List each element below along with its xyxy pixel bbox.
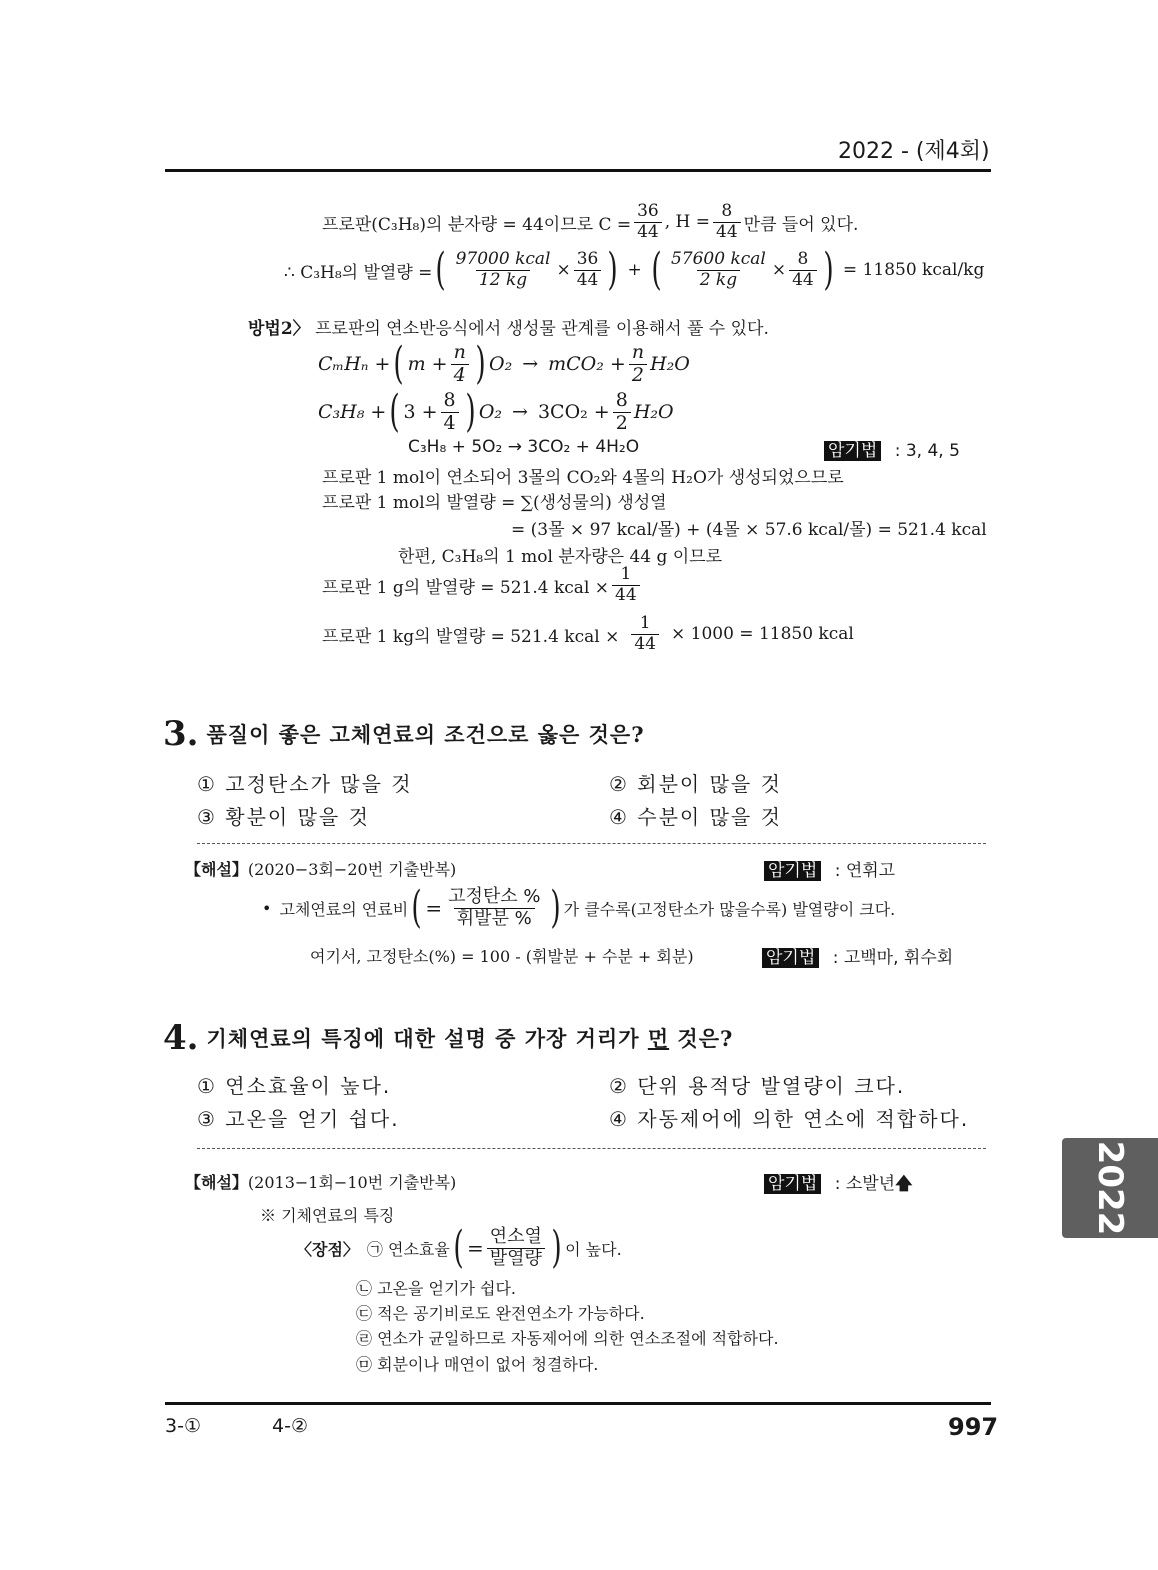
question-number: 4.: [163, 1018, 199, 1058]
answer-4: 4-②: [272, 1415, 308, 1437]
method2-intro: [248, 314, 769, 339]
q3-mnemonic-2: 암기법 : 고백마, 휘수회: [762, 943, 953, 968]
explain-label: 【해설】: [185, 1173, 248, 1192]
choice-2[interactable]: ② 단위 용적당 발열량이 크다.: [609, 1074, 906, 1098]
fraction: $\frac{\text{연소열}}{\text{발열량}}$: [487, 1228, 545, 1269]
q3-explain-header: [185, 857, 456, 880]
method2-line-heat: 프로판 1 mol의 발열량 = ∑(생성물의) 생성열: [322, 493, 667, 513]
fraction: $\frac{8}{44}$: [713, 203, 741, 242]
fraction: $\frac{8}{44}$: [789, 251, 817, 290]
q4-explain-header: [185, 1170, 456, 1193]
method2-intro-text: 프로판의 연소반응식에서 생성물 관계를 이용해서 풀 수 있다.: [315, 319, 769, 339]
mnemonic-badge: 암기법: [764, 861, 821, 881]
mnemonic-345: 암기법 : 3, 4, 5: [824, 436, 960, 461]
fraction: $\frac{1}{44}$: [631, 615, 659, 654]
choice-3[interactable]: ③ 황분이 많을 것: [197, 805, 370, 829]
header-title: 2022 - (제4회): [838, 139, 990, 164]
advantage-label: 〈장점〉: [296, 1239, 359, 1259]
question-number: 3.: [163, 714, 199, 754]
advantage-item: ㉤ 회분이나 매연이 없어 청결하다.: [356, 1355, 599, 1374]
header-rule: [165, 169, 991, 172]
choice-4[interactable]: ④ 자동제어에 의한 연소에 적합하다.: [609, 1107, 970, 1131]
fraction: $\frac{\text{97000 kcal}}{12 kg}$: [455, 248, 551, 290]
fraction: $\frac{36}{44}$: [634, 203, 662, 242]
q4-advantage-1: 〈장점〉 ㉠ 연소효율 ( = $\frac{\text{연소열}}{\text{발열량}}$ ) 이 높다.: [296, 1222, 622, 1273]
explain-source: (2013−1회−10번 기출반복): [247, 1173, 457, 1192]
explain-label: 【해설】: [185, 860, 248, 879]
choice-2[interactable]: ② 회분이 많을 것: [609, 772, 782, 796]
question-text: 기체연료의 특징에 대한 설명 중 가장 거리가 먼 것은?: [206, 1026, 734, 1051]
paren-open: (: [435, 244, 447, 295]
paren-close: ): [823, 244, 834, 295]
explain-source: (2020−3회−20번 기출반복): [247, 860, 457, 879]
q4-mnemonic: 암기법 : 소발년🡅: [764, 1169, 913, 1200]
method1-line1-text-c: 만큼 들어 있다.: [743, 214, 859, 235]
question-4: [163, 1018, 733, 1058]
page-number: 997: [948, 1413, 999, 1441]
times-sign: ×: [771, 260, 787, 280]
paren-close: ): [607, 244, 619, 295]
fraction: $\frac{8}{4}$: [441, 391, 459, 434]
divider: [197, 843, 986, 844]
method1-line2-result: = 11850 kcal/kg: [842, 260, 985, 280]
method1-line2-prefix: ∴ C₃H₈의 발열량 =: [284, 262, 433, 283]
mnemonic-badge: 암기법: [764, 1174, 821, 1194]
method1-line1-text-a: 프로판(C₃H₈)의 분자량 = 44이므로 C =: [322, 214, 632, 235]
equation-general: CₘHₙ + ( m + $\frac{n}{4}$ ) O₂ → mCO₂ + $\frac{n}{2}$ H₂O: [318, 338, 690, 389]
method1-line1: [322, 203, 858, 242]
q3-formula: 여기서, 고정탄소(%) = 100 - (휘발분 + 수분 + 회분): [310, 947, 694, 966]
fraction: $\frac{8}{2}$: [613, 391, 631, 434]
choice-4[interactable]: ④ 수분이 많을 것: [609, 805, 782, 829]
method2-line-mass: 한편, C₃H₈의 1 mol 분자량은 44 g 이므로: [398, 547, 723, 567]
question-3: [163, 714, 645, 754]
q3-fuel-ratio: • 고체연료의 연료비 ( = $\frac{\text{고정탄소 \%}}{\text{휘발분 \%}}$ ) 가 클수록(고정탄소가 많을수록) 발열량이 크다.: [262, 882, 896, 933]
advantage-item: ㉢ 적은 공기비로도 완전연소가 가능하다.: [356, 1304, 645, 1323]
question-text: 품질이 좋은 고체연료의 조건으로 옳은 것은?: [206, 722, 645, 747]
method2-line-mol: 프로판 1 mol이 연소되어 3몰의 CO₂와 4몰의 H₂O가 생성되었으므로: [322, 468, 844, 488]
choice-3[interactable]: ③ 고온을 얻기 쉽다.: [197, 1107, 400, 1131]
fraction: $\frac{1}{44}$: [612, 566, 640, 605]
fraction: $\frac{\text{고정탄소 \%}}{\text{휘발분 \%}}$: [448, 885, 541, 929]
fraction: $\frac{\text{57600 kcal}}{2 kg}$: [670, 248, 766, 290]
method1-line1-text-b: , H =: [664, 212, 711, 233]
fraction: $\frac{n}{2}$: [629, 343, 647, 386]
choice-1[interactable]: ① 고정탄소가 많을 것: [197, 772, 413, 796]
balanced-equation: C₃H₈ + 5O₂ → 3CO₂ + 4H₂O: [408, 437, 640, 457]
advantage-item: ㉡ 고온을 얻기가 쉽다.: [356, 1279, 516, 1298]
method2-line-calc: = (3몰 × 97 kcal/몰) + (4몰 × 57.6 kcal/몰) = 521.4 kcal: [511, 520, 987, 540]
q3-mnemonic: 암기법 : 연휘고: [764, 856, 895, 881]
fraction: $\frac{36}{44}$: [574, 251, 602, 290]
up-arrow-icon: 🡅: [895, 1174, 913, 1194]
times-sign: ×: [556, 260, 571, 280]
year-side-tab-label: 2022: [1090, 1140, 1130, 1236]
method2-label: 방법2〉: [248, 319, 310, 339]
method2-line-kg: 프로판 1 kg의 발열량 = 521.4 kcal × $\frac{1}{44}$ × 1000 = 11850 kcal: [322, 613, 854, 654]
advantage-item: ㉣ 연소가 균일하므로 자동제어에 의한 연소조절에 적합하다.: [356, 1329, 779, 1348]
plus-sign: +: [627, 260, 642, 280]
paren-open: (: [651, 244, 662, 295]
mnemonic-badge: 암기법: [824, 441, 881, 461]
choice-1[interactable]: ① 연소효율이 높다.: [197, 1074, 392, 1098]
fraction: $\frac{n}{4}$: [451, 343, 469, 386]
answer-3: 3-①: [165, 1415, 201, 1437]
divider: [197, 1148, 986, 1149]
mnemonic-badge: 암기법: [762, 948, 819, 968]
q4-note: ※ 기체연료의 특징: [260, 1206, 395, 1225]
method1-line2: [284, 244, 985, 295]
footer-rule: [165, 1402, 991, 1405]
year-side-tab: [1062, 1138, 1158, 1238]
method2-line-g: 프로판 1 g의 발열량 = 521.4 kcal × $\frac{1}{44}$: [322, 566, 643, 605]
equation-propane: C₃H₈ + ( 3 + $\frac{8}{4}$ ) O₂ → 3CO₂ + $\frac{8}{2}$ H₂O: [318, 386, 674, 437]
